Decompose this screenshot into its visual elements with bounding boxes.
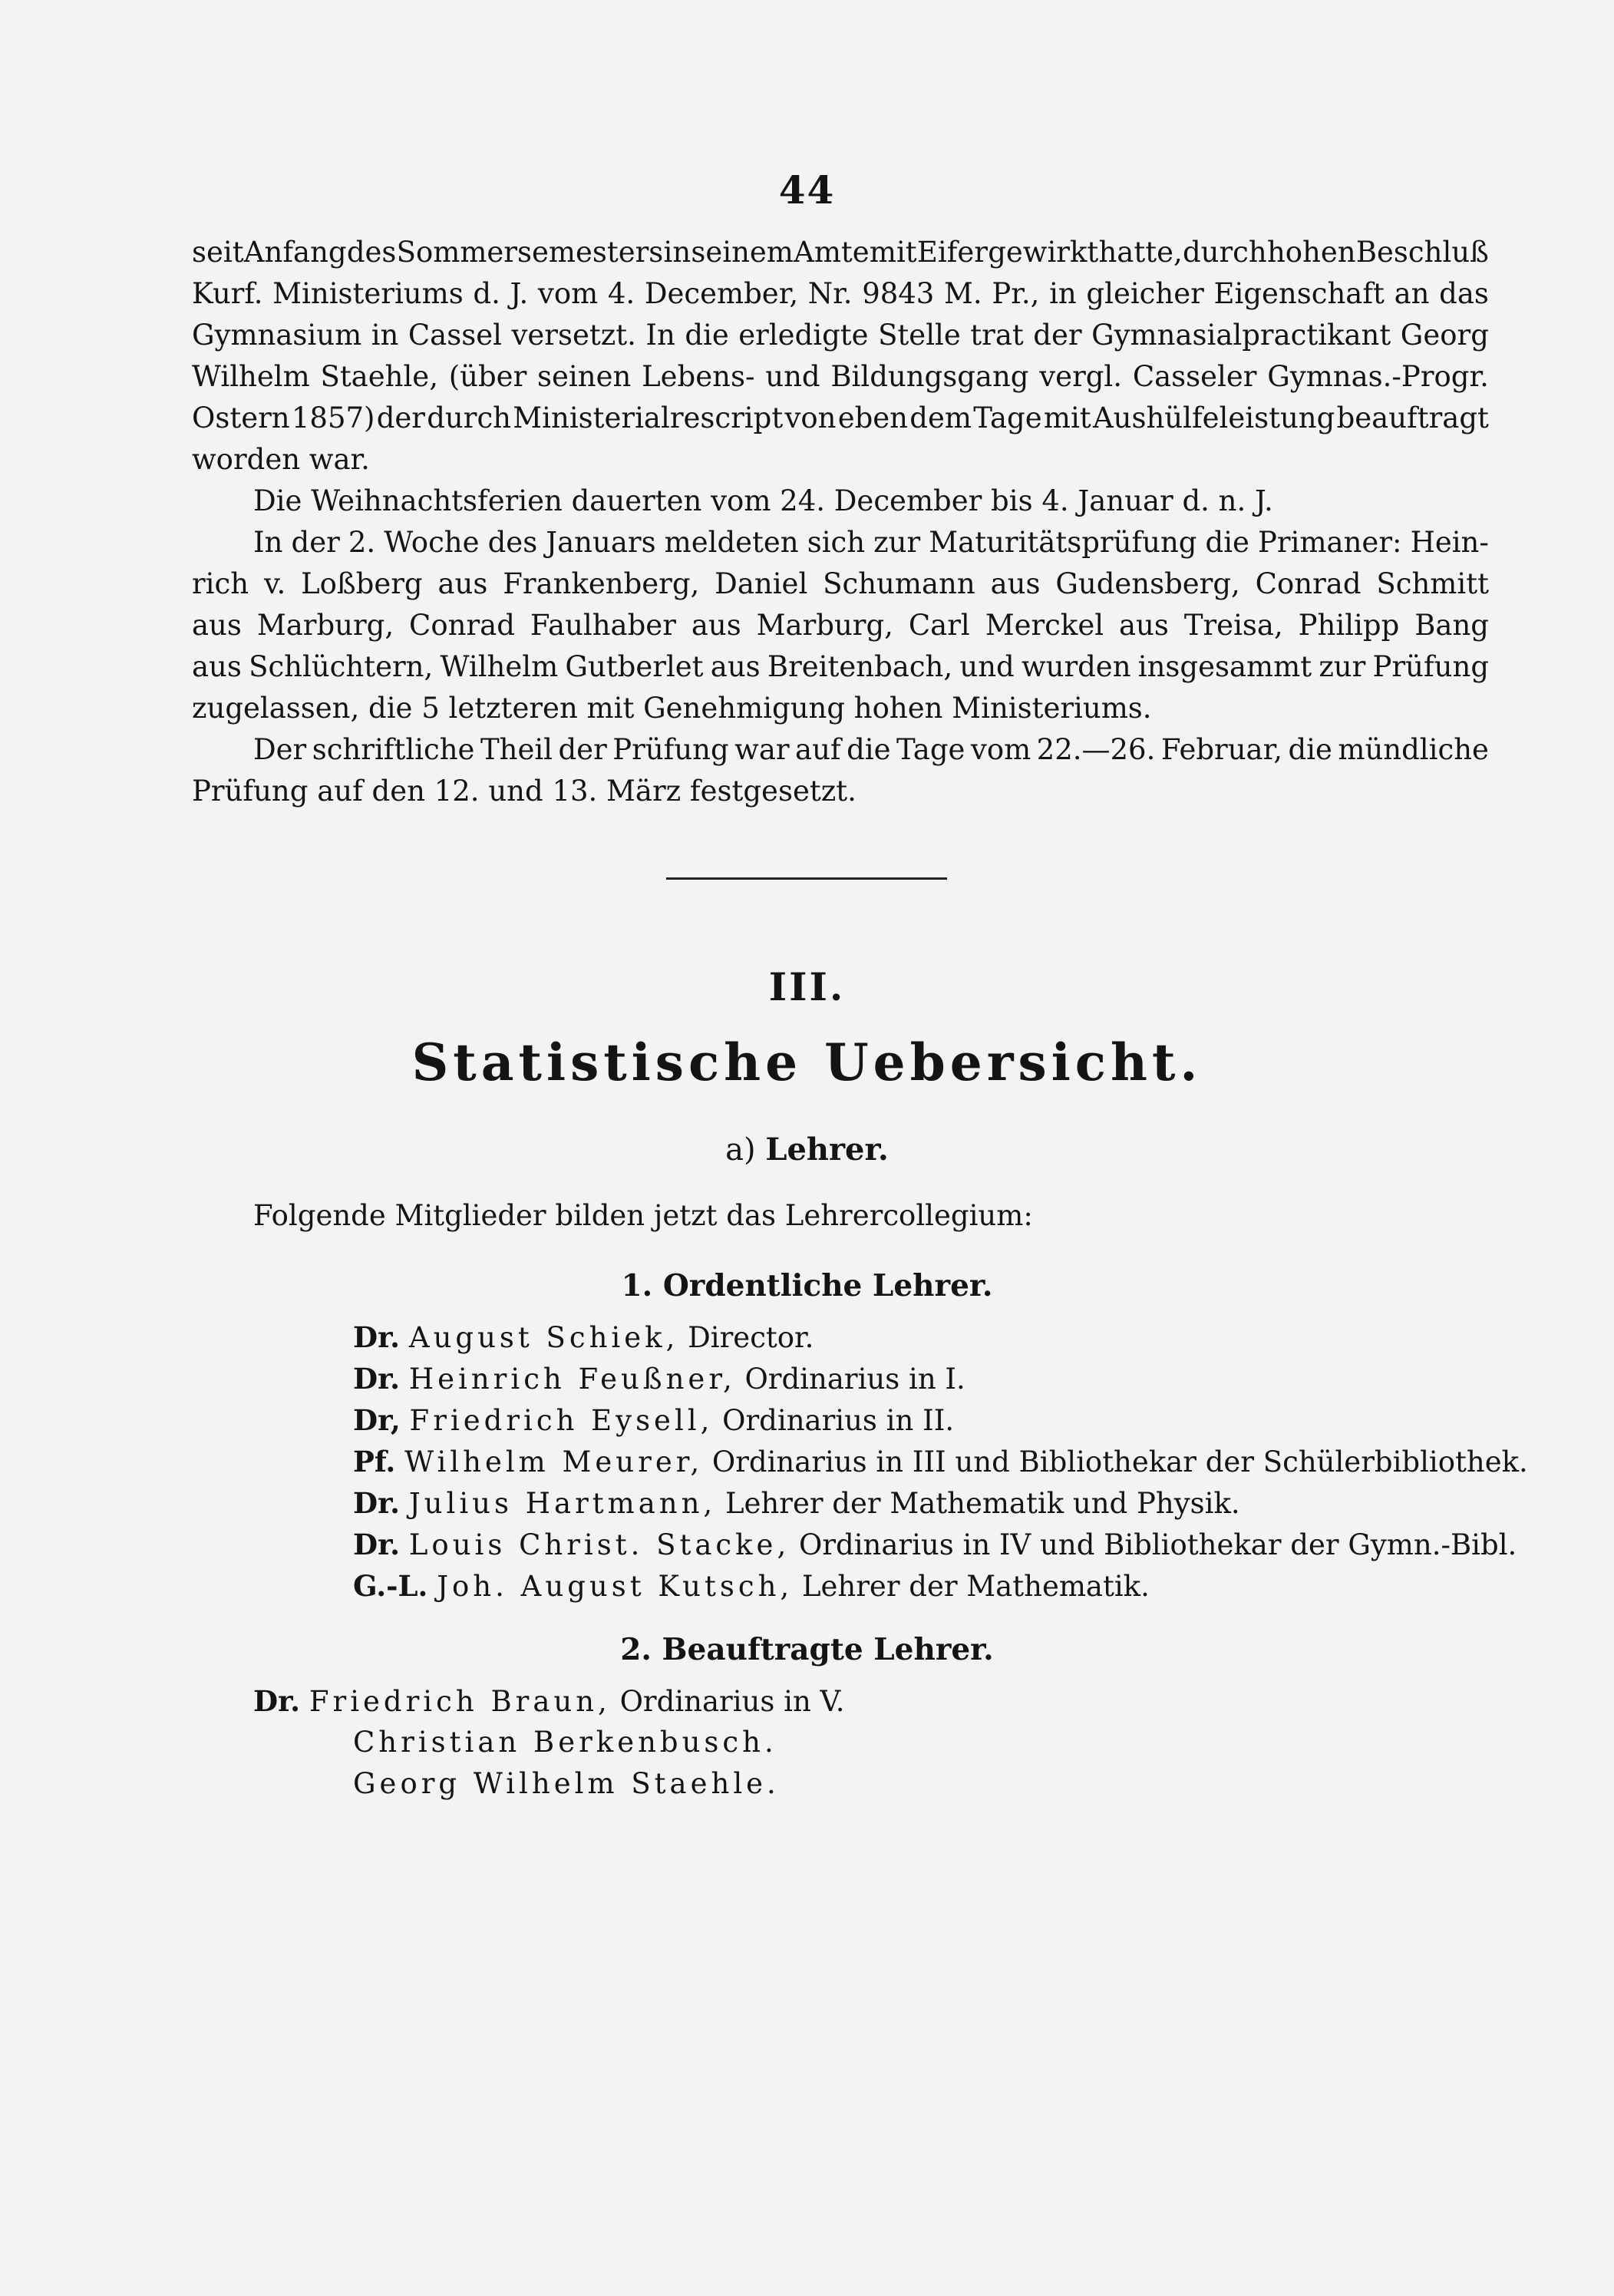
teacher-role: Ordinarius in V. xyxy=(619,1685,845,1718)
text-line: Ostern 1857) der durch Ministerialrescript von eben dem Tage mit Aushülfeleistung beauftragt xyxy=(192,401,1489,434)
text-line: worden war. xyxy=(192,443,370,476)
text-line: aus Schlüchtern, Wilhelm Gutberlet aus Breitenbach, und wurden insgesammt zur Prüfung xyxy=(192,650,1489,683)
body-text xyxy=(192,232,1489,812)
teacher-title: Pf. xyxy=(353,1445,396,1478)
teacher-entry xyxy=(353,1445,1528,1478)
page-number: 44 xyxy=(778,167,836,213)
teacher-entry xyxy=(353,1569,1150,1603)
text-line: seit Anfang des Sommersemesters in seinem Amte mit Eifer gewirkt hatte, durch hohen Beschluß xyxy=(192,236,1489,269)
teacher-entry xyxy=(253,1684,845,1718)
teacher-name: August Schiek, xyxy=(408,1321,679,1354)
section-title: Statistische Uebersicht. xyxy=(411,1032,1203,1092)
intro-text: Folgende Mitglieder bilden jetzt das Lehrercollegium: xyxy=(253,1199,1033,1232)
teacher-role: Ordinarius in I. xyxy=(744,1363,965,1396)
teacher-name: Friedrich Eysell, xyxy=(409,1404,714,1437)
text-line: Der schriftliche Theil der Prüfung war auf die Tage vom 22.—26. Februar, die mündliche xyxy=(253,733,1489,766)
teacher-role: Ordinarius in III und Bibliothekar der Schülerbibliothek. xyxy=(711,1445,1528,1478)
text-line: Wilhelm Staehle, (über seinen Lebens- und Bildungsgang vergl. Casseler Gymnas.-Progr. xyxy=(192,360,1489,393)
teacher-entry xyxy=(353,1362,965,1396)
teacher-entry xyxy=(353,1403,954,1437)
teacher-role: Lehrer der Mathematik. xyxy=(801,1570,1150,1603)
teacher-name: Georg Wilhelm Staehle. xyxy=(353,1767,780,1800)
text-line: Prüfung auf den 12. und 13. März festgesetzt. xyxy=(192,775,857,808)
teacher-name: Joh. August Kutsch, xyxy=(437,1570,794,1603)
teacher-role: Ordinarius in II. xyxy=(722,1404,955,1437)
teacher-title: Dr. xyxy=(353,1362,401,1396)
text-line: aus Marburg, Conrad Faulhaber aus Marburg, Carl Merckel aus Treisa, Philipp Bang xyxy=(192,609,1489,642)
teacher-entry xyxy=(353,1486,1240,1520)
teacher-entry xyxy=(353,1320,814,1354)
teacher-title: Dr. xyxy=(353,1320,401,1354)
teacher-entry xyxy=(353,1726,777,1759)
teacher-name: Christian Berkenbusch. xyxy=(353,1726,777,1759)
teacher-role: Ordinarius in IV und Bibliothekar der Gymn.-Bibl. xyxy=(798,1528,1517,1561)
text-line: In der 2. Woche des Januars meldeten sich zur Maturitätsprüfung die Primaner: Hein- xyxy=(253,526,1489,559)
teacher-name: Wilhelm Meurer, xyxy=(404,1445,704,1478)
group-title-commissioned: 2. Beauftragte Lehrer. xyxy=(620,1632,994,1667)
text-line: Kurf. Ministeriums d. J. vom 4. December, Nr. 9843 M. Pr., in gleicher Eigenschaft an das xyxy=(192,277,1489,310)
teacher-entry xyxy=(353,1528,1517,1561)
teacher-title: Dr, xyxy=(353,1403,401,1437)
subsection-letter: a) xyxy=(725,1132,756,1168)
teacher-role: Lehrer der Mathematik und Physik. xyxy=(724,1487,1240,1520)
text-line: rich v. Loßberg aus Frankenberg, Daniel Schumann aus Gudensberg, Conrad Schmitt xyxy=(192,567,1489,600)
teacher-title: Dr. xyxy=(253,1684,301,1718)
teacher-name: Heinrich Feußner, xyxy=(408,1363,736,1396)
teacher-title: Dr. xyxy=(353,1528,401,1561)
section-divider xyxy=(666,877,947,880)
subsection-title: Lehrer. xyxy=(765,1131,889,1168)
group-title-ordinary: 1. Ordentliche Lehrer. xyxy=(621,1268,993,1303)
text-line: zugelassen, die 5 letzteren mit Genehmigung hohen Ministeriums. xyxy=(192,692,1152,725)
teacher-role: Director. xyxy=(688,1321,814,1354)
teacher-name: Julius Hartmann, xyxy=(408,1487,717,1520)
text-line: Gymnasium in Cassel versetzt. In die erledigte Stelle trat der Gymnasialpractikant Georg xyxy=(192,319,1489,352)
teacher-title: Dr. xyxy=(353,1486,401,1520)
teacher-title: G.-L. xyxy=(353,1569,428,1603)
text-line: Die Weihnachtsferien dauerten vom 24. December bis 4. Januar d. n. J. xyxy=(253,484,1273,517)
teacher-name: Louis Christ. Stacke, xyxy=(408,1528,790,1561)
teacher-name: Friedrich Braun, xyxy=(309,1685,611,1718)
subsection-heading xyxy=(0,1131,1614,1168)
section-numeral: III. xyxy=(768,964,846,1009)
teacher-entry xyxy=(353,1767,780,1800)
